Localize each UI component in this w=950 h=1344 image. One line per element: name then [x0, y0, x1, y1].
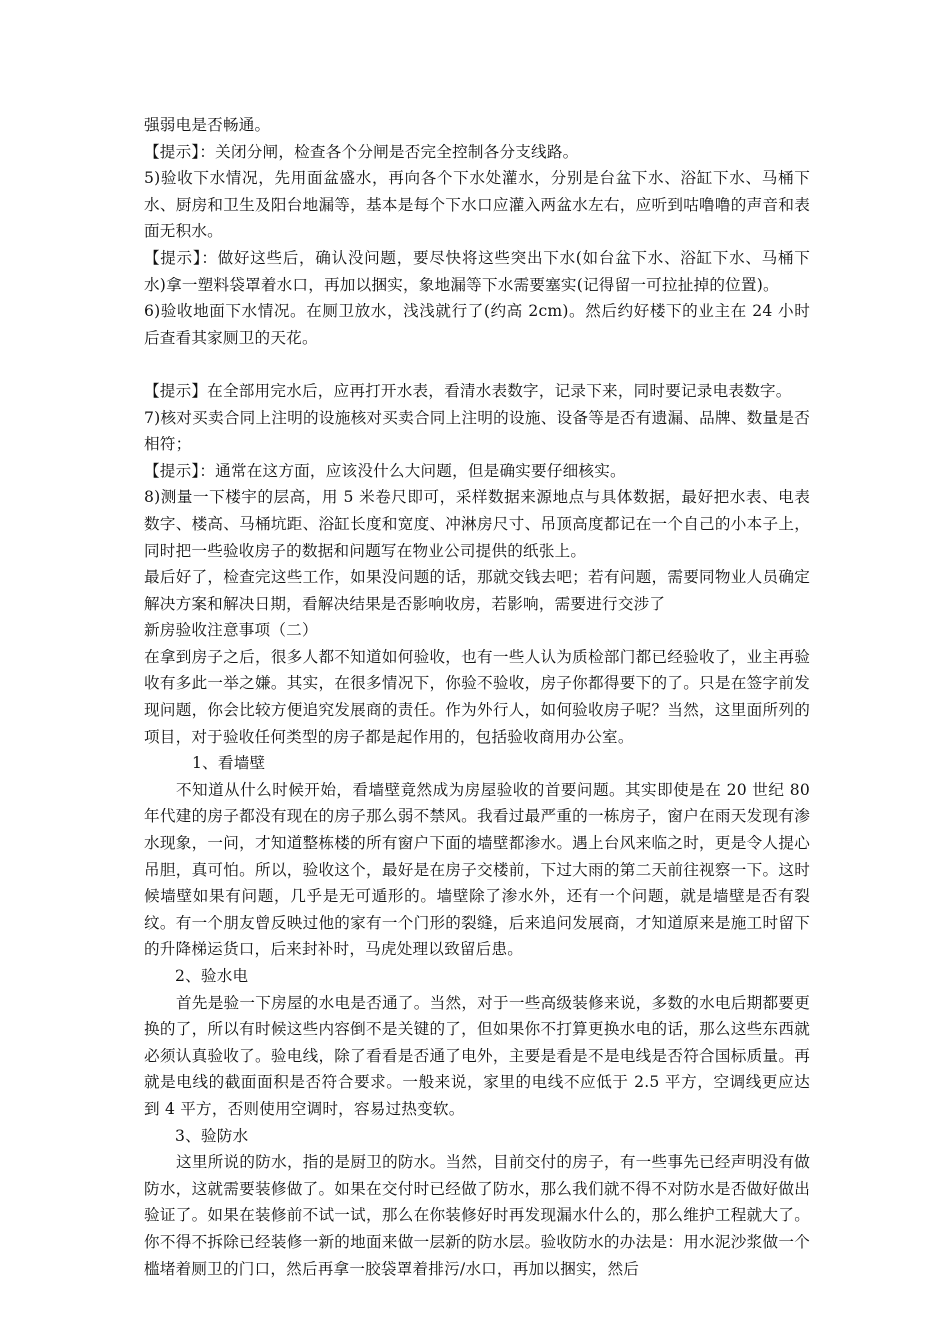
paragraph-final: 最后好了，检查完这些工作，如果没问题的话，那就交钱去吧；若有问题，需要同物业人员确定解决方案和解决日期，看解决结果是否影响收房，若影响，需要进行交涉了	[144, 568, 810, 613]
item-6-floor-drainage: 6)验收地面下水情况。在厕卫放水，浅浅就行了(约高 2cm)。然后约好楼下的业主在 24 小时后查看其家厕卫的天花。	[144, 302, 810, 347]
item-7-contract-check: 7)核对买卖合同上注明的设施核对买卖合同上注明的设施、设备等是否有遗漏、品牌、数量是否相符；	[144, 408, 810, 454]
blank-line	[144, 351, 810, 378]
tip-meter-reading: 【提示】在全部用完水后，应再打开水表，看清水表数字，记录下来，同时要记录电表数字。	[144, 381, 792, 400]
item-8-measure: 8)测量一下楼宇的层高，用 5 米卷尺即可，采样数据来源地点与具体数据，最好把水表、电表数字、楼高、马桶坑距、浴缸长度和宽度、冲淋房尺寸、吊顶高度都记在一个自己的小本子上，同时把一些验收房子的数据和问题写在物业公司提供的纸张上。	[144, 488, 810, 560]
subheading-water-electric: 2、验水电	[175, 967, 249, 985]
subheading-waterproof: 3、验防水	[175, 1126, 249, 1145]
paragraph-intro: 在拿到房子之后，很多人都不知道如何验收，也有一些人认为质检部门都已经验收了，业主再验收有多此一举之嫌。其实，在很多情况下，你验不验收，房子你都得要下的了。只是在签字前发现问题，你会比较方便追究发展商的责任。作为外行人，如何验收房子呢？当然，这里面所列的项目，对于验收任何类型的房子都是起作用的，包括验收商用办公室。	[144, 647, 810, 746]
document-body	[144, 112, 810, 1282]
paragraph-weak-current: 强弱电是否畅通。	[144, 116, 271, 134]
item-5-drainage: 5)验收下水情况，先用面盆盛水，再向各个下水处灌水，分别是台盆下水、浴缸下水、马桶下水、厨房和卫生及阳台地漏等，基本是每个下水口应灌入两盆水左右，应听到咕噜噜的声音和表面无积水。	[144, 169, 810, 241]
paragraph-waterproof: 这里所说的防水，指的是厨卫的防水。当然，目前交付的房子，有一些事先已经声明没有做防水，这就需要装修做了。如果在交付时已经做了防水，那么我们就不得不对防水是否做好做出验证了。如果在装修前不试一试，那么在你装修好时再发现漏水什么的，那么维护工程就大了。你不得不拆除已经装修一新的地面来做一层新的防水层。验收防水的办法是：用水泥沙浆做一个槛堵着厕卫的门口，然后再拿一胶袋罩着排污/水口，再加以捆实，然后	[144, 1153, 810, 1278]
tip-breaker: 【提示】：关闭分闸，检查各个分闸是否完全控制各分支线路。	[144, 142, 579, 161]
tip-drain-cover: 【提示】：做好这些后，确认没问题，要尽快将这些突出下水(如台盆下水、浴缸下水、马桶下水)拿一塑料袋罩着水口，再加以捆实，象地漏等下水需要塞实(记得留一可拉扯掉的位置)。	[144, 248, 810, 294]
paragraph-water-electric: 首先是验一下房屋的水电是否通了。当然，对于一些高级装修来说，多数的水电后期都要更换的了，所以有时候这些内容倒不是关键的了，但如果你不打算更换水电的话，那么这些东西就必须认真验收了。验电线，除了看看是否通了电外，主要是看是不是电线是否符合国标质量。再就是电线的截面面积是否符合要求。一般来说，家里的电线不应低于 2.5 平方，空调线更应达到 4 平方，否则使用空调时，容易过热变软。	[144, 993, 810, 1118]
paragraph-walls: 不知道从什么时候开始，看墙壁竟然成为房屋验收的首要问题。其实即使是在 20 世纪 80 年代建的房子都没有现在的房子那么弱不禁风。我看过最严重的一栋房子，窗户在雨天发现有渗水现象，一问，才知道整栋楼的所有窗户下面的墙壁都渗水。遇上台风来临之时，更是令人提心吊胆，真可怕。所以，验收这个，最好是在房子交楼前，下过大雨的第二天前往视察一下。这时候墙壁如果有问题，几乎是无可遁形的。墙壁除了渗水外，还有一个问题，就是墙壁是否有裂纹。有一个朋友曾反映过他的家有一个门形的裂缝，后来追问发展商，才知道原来是施工时留下的升降梯运货口，后来封补时，马虎处理以致留后患。	[144, 780, 810, 959]
section-heading: 新房验收注意事项（二）	[144, 621, 318, 640]
tip-verify: 【提示】：通常在这方面，应该没什么大问题，但是确实要仔细核实。	[144, 461, 626, 480]
subheading-walls: 1、看墙壁	[192, 754, 266, 773]
